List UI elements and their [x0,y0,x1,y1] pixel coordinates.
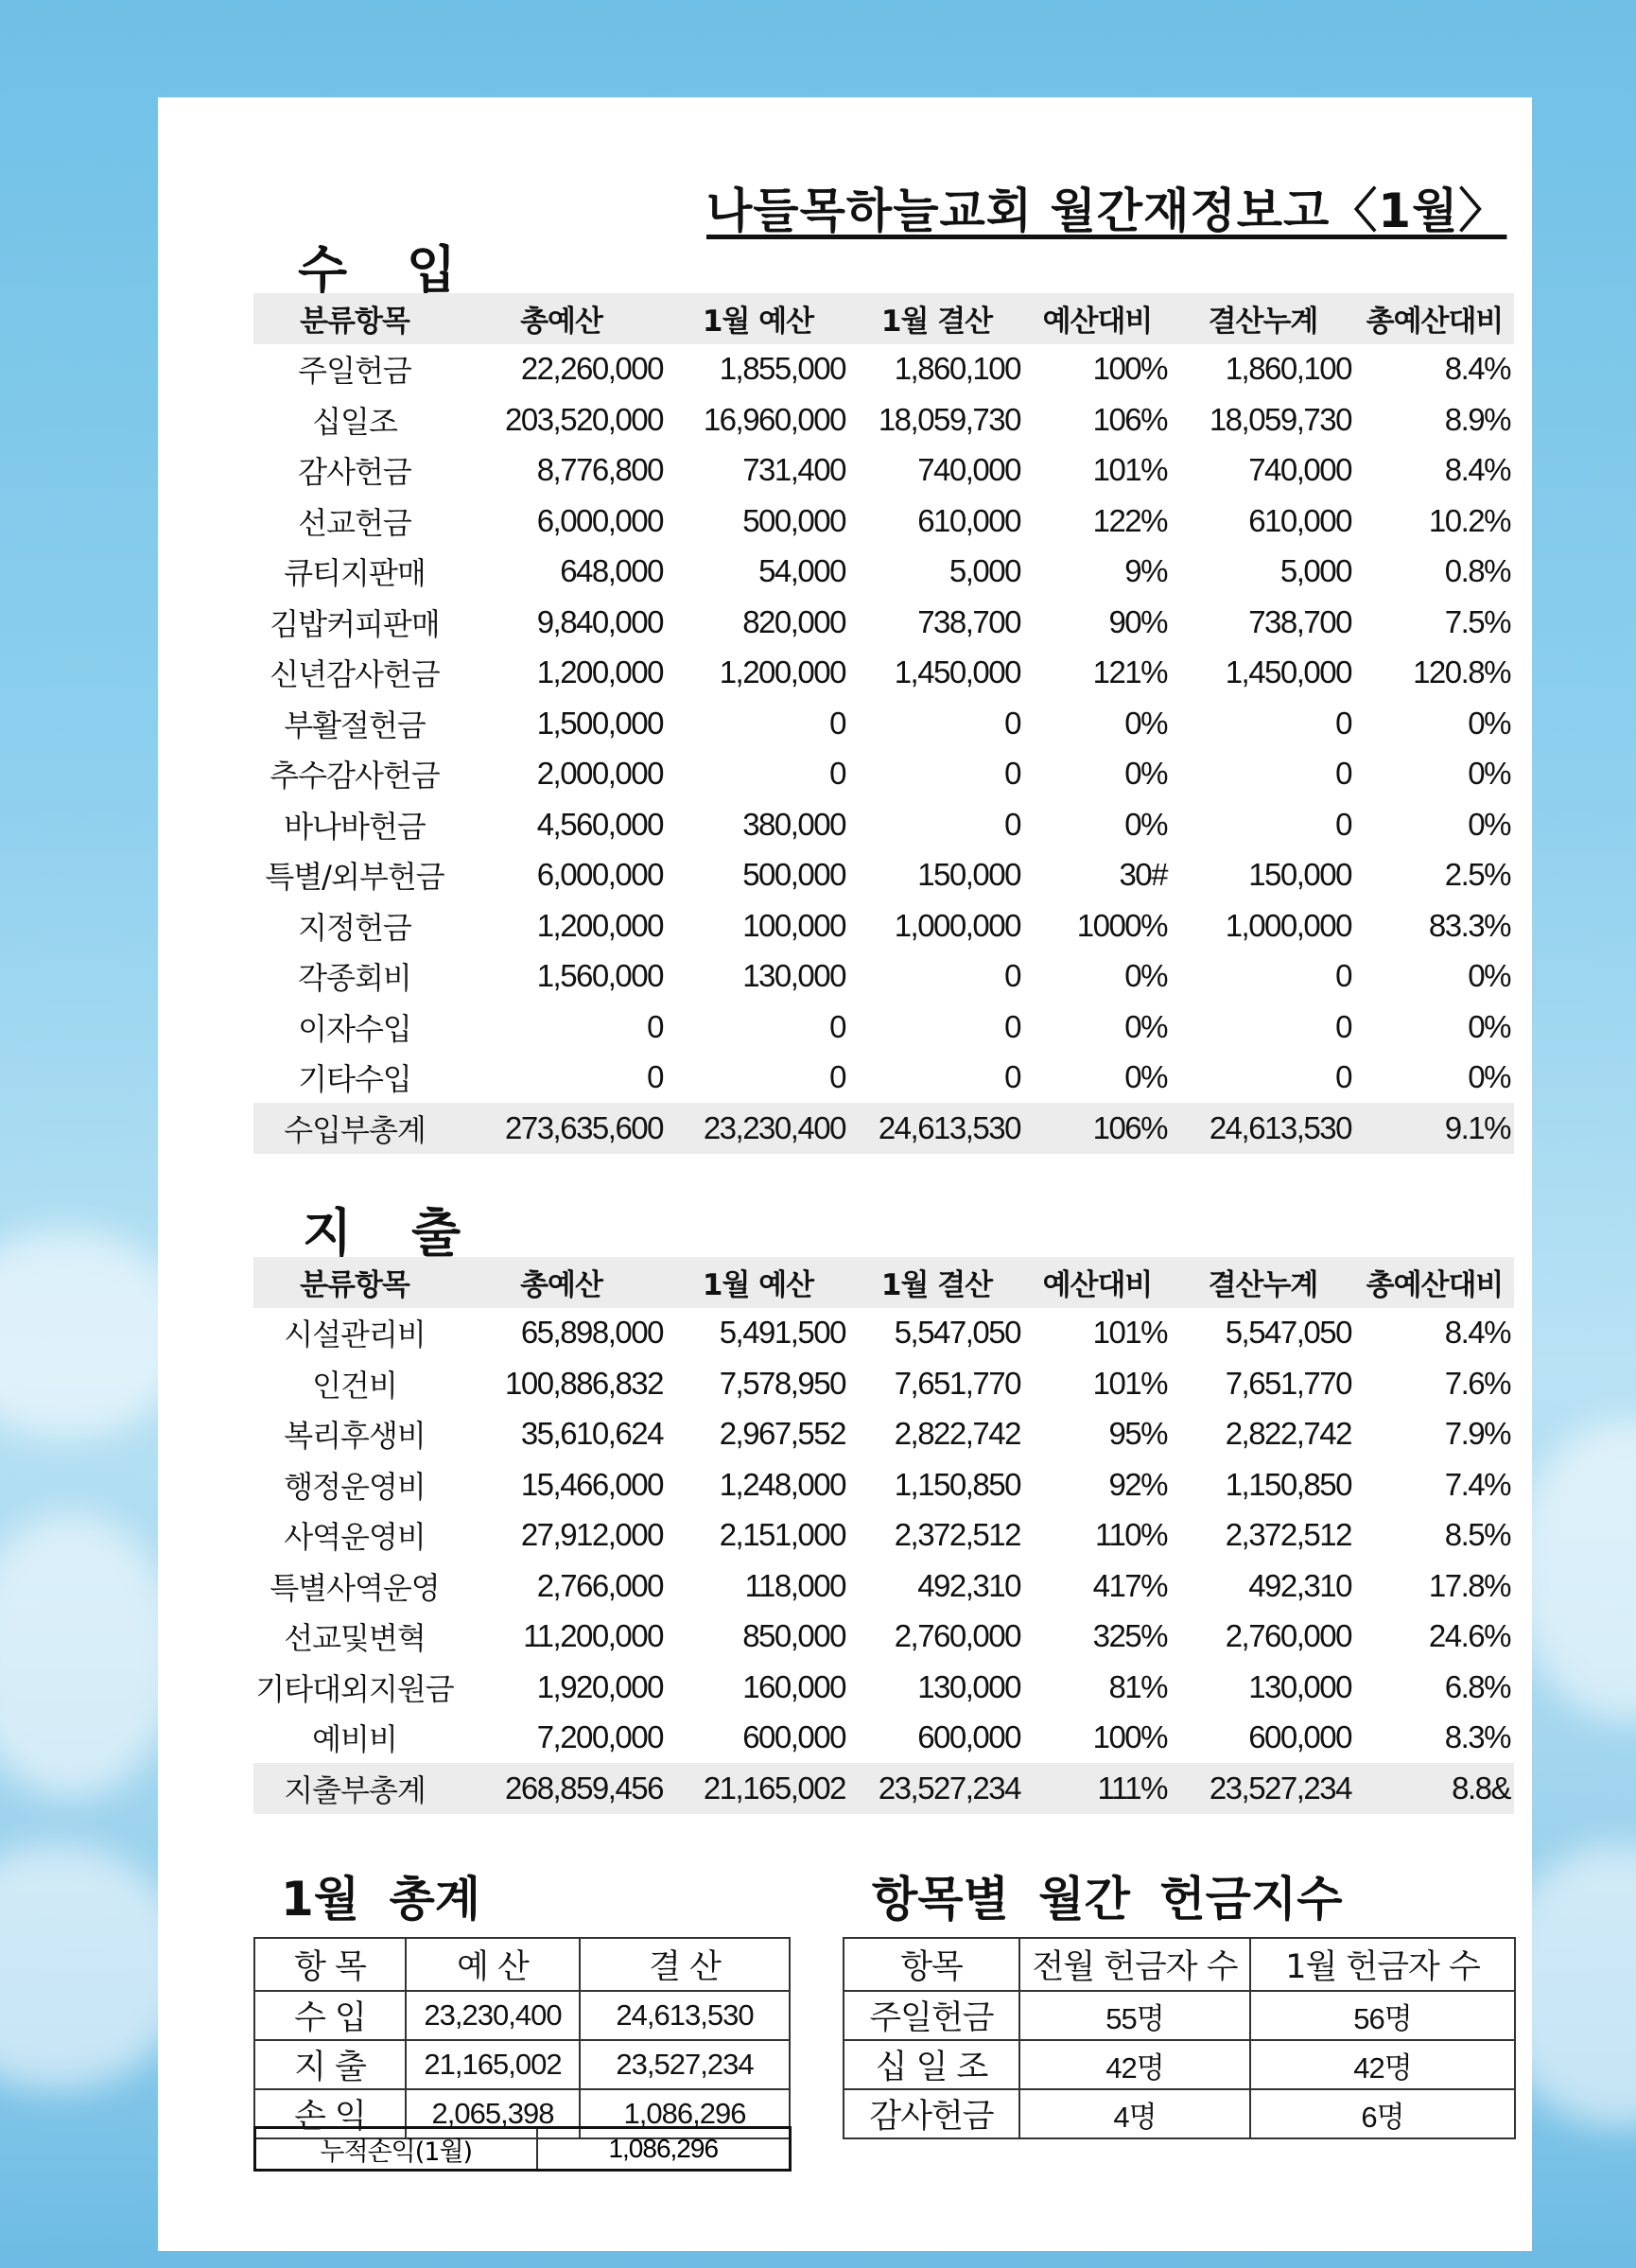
column-header: 항목 [844,1938,1019,1991]
summary-table [253,1937,791,2139]
total-budget: 27,912,000 [520,1517,663,1553]
table-row [254,2040,790,2089]
budget-ratio: 0% [1124,705,1167,741]
column-header: 항 목 [254,1938,406,1991]
settlement-value: 1,086,296 [580,2089,790,2138]
budget-ratio: 0% [1124,756,1167,792]
settlement-cumulative: 2,760,000 [1225,1618,1351,1654]
expense-header-row [253,1257,1514,1308]
total-budget-ratio: 2.5% [1444,857,1510,893]
column-header: 예산대비 [1042,1268,1153,1303]
settlement-cumulative: 130,000 [1248,1668,1351,1704]
settlement-cumulative: 18,059,730 [1209,401,1351,437]
month-budget: 118,000 [744,1567,845,1603]
budget-ratio: 100% [1092,1719,1167,1755]
row-label: 십 일 조 [844,2040,1019,2089]
settlement-cumulative: 150,000 [1248,857,1351,893]
row-label: 부활절헌금 [284,707,426,743]
total-budget: 268,859,456 [504,1770,663,1806]
month-budget: 1,855,000 [719,351,845,387]
table-row [253,1662,1514,1713]
column-header: 총예산대비 [1366,1268,1504,1303]
column-header: 총예산대비 [1366,305,1504,340]
previous-month-count: 4명 [1019,2089,1250,2138]
total-budget-ratio: 8.4% [1444,351,1510,387]
settlement-cumulative: 1,150,850 [1225,1466,1351,1502]
cumulative-value: 1,086,296 [608,2134,719,2163]
table-row [254,1991,790,2040]
month-budget: 1,200,000 [719,654,845,690]
month-settlement: 5,547,050 [894,1315,1020,1351]
settlement-cumulative: 738,700 [1248,603,1351,639]
row-label: 지 출 [254,2040,406,2089]
total-budget-ratio: 0% [1468,806,1510,842]
month-settlement: 24,613,530 [878,1109,1020,1145]
total-budget: 648,000 [560,553,663,589]
total-budget-ratio: 7.5% [1444,603,1510,639]
january-count: 6명 [1250,2089,1515,2138]
row-label: 행정운영비 [284,1468,426,1505]
row-label: 주일헌금 [298,353,411,390]
table-row [253,1713,1514,1764]
cumulative-table [253,2126,792,2172]
total-budget-ratio: 8.4% [1444,1315,1510,1351]
month-budget: 600,000 [742,1719,845,1755]
row-label: 감사헌금 [298,454,411,491]
month-budget: 130,000 [742,958,845,994]
budget-ratio: 100% [1092,351,1167,387]
month-settlement: 2,822,742 [894,1416,1020,1452]
settlement-cumulative: 23,527,234 [1209,1770,1351,1806]
previous-month-count: 55명 [1019,1991,1250,2040]
month-settlement: 130,000 [917,1668,1020,1704]
budget-ratio: 101% [1092,452,1167,488]
table-row [253,749,1514,800]
budget-ratio: 110% [1095,1517,1167,1553]
column-header: 총예산 [520,305,602,340]
row-label: 신년감사헌금 [270,656,440,693]
total-budget-ratio: 83.3% [1428,907,1510,943]
row-label: 시설관리비 [284,1317,426,1353]
row-label: 기타수입 [298,1061,411,1098]
total-budget-ratio: 8.4% [1444,452,1510,488]
income-table [253,293,1514,1154]
total-budget-ratio: 8.5% [1444,1517,1510,1553]
total-budget-ratio: 8.3% [1444,1719,1510,1755]
january-count: 42명 [1250,2040,1515,2089]
month-settlement: 0 [1004,958,1020,994]
month-settlement: 0 [1004,1008,1020,1044]
total-budget: 0 [647,1008,663,1044]
row-label: 십일조 [312,403,397,440]
month-settlement: 610,000 [917,502,1020,538]
row-label: 추수감사헌금 [270,758,440,794]
total-budget: 4,560,000 [536,806,663,842]
settlement-cumulative: 24,613,530 [1209,1109,1351,1145]
budget-ratio: 90% [1108,603,1167,639]
row-label: 이자수입 [298,1010,411,1047]
total-budget-ratio: 120.8% [1413,654,1510,690]
month-budget: 380,000 [742,806,845,842]
settlement-cumulative: 2,372,512 [1225,1517,1351,1553]
column-header: 총예산 [520,1268,602,1303]
cash-index-heading: 항목별 월간 헌금지수 [872,1872,1343,1927]
table-row [253,799,1514,850]
settlement-cumulative: 0 [1335,806,1351,842]
table-row [253,394,1514,445]
budget-ratio: 92% [1108,1466,1167,1502]
column-header: 1월 예산 [702,305,814,340]
table-row [253,1002,1514,1053]
column-header: 전월 헌금자 수 [1019,1938,1250,1991]
month-budget: 16,960,000 [703,401,845,437]
month-settlement: 2,372,512 [894,1517,1020,1553]
month-budget: 850,000 [742,1618,845,1654]
table-row [253,1510,1514,1561]
month-budget: 500,000 [742,502,845,538]
row-label: 선교및변혁 [284,1620,426,1657]
settlement-value: 23,527,234 [580,2040,790,2089]
month-settlement: 1,000,000 [894,907,1020,943]
budget-ratio: 106% [1092,1109,1167,1145]
month-settlement: 1,450,000 [894,654,1020,690]
settlement-cumulative: 0 [1335,705,1351,741]
budget-ratio: 101% [1092,1315,1167,1351]
settlement-cumulative: 5,000 [1279,553,1351,589]
total-budget-ratio: 7.6% [1444,1365,1510,1401]
table-row [253,1459,1514,1510]
column-header: 결 산 [580,1938,790,1991]
row-label: 특별/외부헌금 [265,859,444,896]
month-settlement: 740,000 [917,452,1020,488]
settlement-cumulative: 0 [1335,1008,1351,1044]
income-heading: 수 입 [298,240,478,300]
budget-ratio: 9% [1124,553,1167,589]
month-budget: 0 [829,756,845,792]
total-budget-ratio: 9.1% [1444,1109,1510,1145]
column-header: 예 산 [406,1938,580,1991]
budget-ratio: 417% [1092,1567,1167,1603]
row-label: 선교헌금 [298,504,411,541]
total-budget: 1,200,000 [536,907,663,943]
month-budget: 2,967,552 [719,1416,845,1452]
row-label: 큐티지판매 [284,555,426,592]
settlement-cumulative: 5,547,050 [1225,1315,1351,1351]
total-budget: 6,000,000 [536,857,663,893]
month-budget: 500,000 [742,857,845,893]
table-row [253,1053,1514,1104]
month-budget: 731,400 [742,452,845,488]
column-header: 분류항목 [300,305,409,340]
settlement-cumulative: 0 [1335,958,1351,994]
settlement-value: 24,613,530 [580,1991,790,2040]
month-settlement: 0 [1004,806,1020,842]
cash-index-table [843,1937,1516,2139]
total-budget: 1,920,000 [536,1668,663,1704]
budget-ratio: 121% [1092,654,1167,690]
total-budget-ratio: 0% [1468,1008,1510,1044]
table-row [253,648,1514,699]
report-title: 나들목하늘교회 월간재정보고〈1월〉 [706,183,1507,238]
cumulative-row [255,2128,791,2171]
summary-header-row [254,1938,790,1991]
budget-ratio: 111% [1097,1770,1167,1806]
total-budget-ratio: 10.2% [1428,502,1510,538]
cash-index-header-row [844,1938,1515,1991]
table-row [253,496,1514,547]
budget-ratio: 325% [1092,1618,1167,1654]
column-header: 분류항목 [300,1268,409,1303]
settlement-cumulative: 7,651,770 [1225,1365,1351,1401]
table-row [844,2040,1515,2089]
previous-month-count: 42명 [1019,2040,1250,2089]
column-header: 1월 예산 [702,1268,814,1303]
total-budget: 203,520,000 [504,401,663,437]
month-budget: 0 [829,1059,845,1095]
row-label: 수 입 [254,1991,406,2040]
month-settlement: 7,651,770 [894,1365,1020,1401]
row-label: 각종회비 [298,960,411,997]
expense-body [253,1308,1514,1814]
row-label: 바나바헌금 [284,808,426,845]
total-budget-ratio: 0% [1468,1059,1510,1095]
month-budget: 0 [829,1008,845,1044]
cumulative-label: 누적손익(1월) [255,2128,537,2171]
month-settlement: 600,000 [917,1719,1020,1755]
total-budget: 1,200,000 [536,654,663,690]
row-label: 특별사역운영 [270,1569,440,1606]
month-settlement: 1,150,850 [894,1466,1020,1502]
table-row [253,698,1514,749]
month-budget: 820,000 [742,603,845,639]
total-budget-ratio: 17.8% [1428,1567,1510,1603]
row-label: 수입부총계 [284,1111,426,1148]
income-body [253,344,1514,1154]
settlement-cumulative: 740,000 [1248,452,1351,488]
total-budget: 0 [647,1059,663,1095]
table-row [253,597,1514,648]
table-row [844,2089,1515,2138]
total-budget-ratio: 24.6% [1428,1618,1510,1654]
table-row [253,547,1514,598]
settlement-cumulative: 0 [1335,756,1351,792]
total-budget: 65,898,000 [520,1315,663,1351]
month-budget: 54,000 [758,553,845,589]
budget-ratio: 122% [1092,502,1167,538]
budget-ratio: 0% [1124,1059,1167,1095]
table-row [253,900,1514,951]
total-budget: 15,466,000 [520,1466,663,1502]
total-budget: 100,886,832 [504,1365,663,1401]
table-row [253,344,1514,395]
month-budget: 21,165,002 [703,1770,845,1806]
month-settlement: 738,700 [917,603,1020,639]
budget-ratio: 30# [1119,857,1167,893]
row-label: 감사헌금 [844,2089,1019,2138]
row-label: 인건비 [312,1367,397,1404]
column-header: 1월 결산 [880,1268,993,1303]
total-budget: 6,000,000 [536,502,663,538]
month-settlement: 492,310 [917,1567,1020,1603]
table-row [253,1561,1514,1612]
column-header: 결산누계 [1208,1268,1318,1303]
total-budget: 273,635,600 [504,1109,663,1145]
row-label: 지출부총계 [284,1771,426,1808]
total-budget: 11,200,000 [523,1618,663,1654]
row-label: 손 익 [254,2089,406,2138]
table-row [253,1358,1514,1409]
total-row [253,1763,1514,1814]
table-row [253,445,1514,497]
month-settlement: 18,059,730 [878,401,1020,437]
table-row [253,1409,1514,1460]
month-budget: 100,000 [742,907,845,943]
budget-ratio: 106% [1092,401,1167,437]
month-settlement: 150,000 [917,857,1020,893]
total-row [253,1103,1514,1154]
budget-ratio: 81% [1108,1668,1167,1704]
month-budget: 23,230,400 [703,1109,845,1145]
budget-ratio: 0% [1124,806,1167,842]
row-label: 주일헌금 [844,1991,1019,2040]
month-budget: 1,248,000 [719,1466,845,1502]
total-budget: 1,560,000 [536,958,663,994]
settlement-cumulative: 492,310 [1248,1567,1351,1603]
month-settlement: 2,760,000 [894,1618,1020,1654]
total-budget: 1,500,000 [536,705,663,741]
total-budget: 9,840,000 [536,603,663,639]
column-header: 예산대비 [1042,305,1153,340]
month-settlement: 5,000 [949,553,1020,589]
column-header: 1월 헌금자 수 [1250,1938,1515,1991]
total-budget-ratio: 8.9% [1444,401,1510,437]
settlement-cumulative: 2,822,742 [1225,1416,1351,1452]
settlement-cumulative: 600,000 [1248,1719,1351,1755]
budget-value: 23,230,400 [406,1991,580,2040]
income-header-row [253,293,1514,344]
total-budget: 2,766,000 [536,1567,663,1603]
budget-ratio: 1000% [1076,907,1167,943]
row-label: 지정헌금 [298,909,411,946]
total-budget-ratio: 0% [1468,958,1510,994]
settlement-cumulative: 1,450,000 [1225,654,1351,690]
total-budget: 2,000,000 [536,756,663,792]
settlement-cumulative: 1,000,000 [1225,907,1351,943]
month-settlement: 0 [1004,705,1020,741]
row-label: 김밥커피판매 [270,605,440,642]
month-budget: 160,000 [742,1668,845,1704]
budget-ratio: 0% [1124,958,1167,994]
month-settlement: 0 [1004,756,1020,792]
table-row [844,1991,1515,2040]
budget-value: 2,065,398 [406,2089,580,2138]
month-settlement: 1,860,100 [894,351,1020,387]
row-label: 복리후생비 [284,1418,426,1455]
table-row [253,951,1514,1003]
budget-ratio: 95% [1108,1416,1167,1452]
january-count: 56명 [1250,1991,1515,2040]
month-budget: 0 [829,705,845,741]
total-budget-ratio: 8.8& [1452,1770,1510,1806]
column-header: 1월 결산 [880,305,993,340]
table-row [253,1308,1514,1359]
row-label: 예비비 [312,1721,397,1758]
column-header: 결산누계 [1208,305,1318,340]
expense-heading: 지 출 [303,1203,482,1263]
total-budget-ratio: 0% [1468,705,1510,741]
settlement-cumulative: 610,000 [1248,502,1351,538]
report-page [158,97,1532,2251]
month-budget: 2,151,000 [719,1517,845,1553]
total-budget-ratio: 6.8% [1444,1668,1510,1704]
total-budget-ratio: 7.4% [1444,1466,1510,1502]
budget-value: 21,165,002 [406,2040,580,2089]
month-settlement: 0 [1004,1059,1020,1095]
total-budget: 7,200,000 [536,1719,663,1755]
total-budget-ratio: 0.8% [1444,553,1510,589]
row-label: 기타대외지원금 [255,1670,454,1707]
total-budget: 35,610,624 [520,1416,663,1452]
summary-heading: 1월 총계 [281,1872,481,1927]
total-budget: 22,260,000 [520,351,663,387]
settlement-cumulative: 1,860,100 [1225,351,1351,387]
table-row [253,850,1514,901]
total-budget-ratio: 7.9% [1444,1416,1510,1452]
month-budget: 7,578,950 [719,1365,845,1401]
total-budget-ratio: 0% [1468,756,1510,792]
total-budget: 8,776,800 [536,452,663,488]
budget-ratio: 0% [1124,1008,1167,1044]
month-settlement: 23,527,234 [878,1770,1020,1806]
expense-table [253,1257,1514,1814]
row-label: 사역운영비 [284,1519,426,1556]
settlement-cumulative: 0 [1335,1059,1351,1095]
month-budget: 5,491,500 [719,1315,845,1351]
table-row [253,1612,1514,1663]
budget-ratio: 101% [1092,1365,1167,1401]
